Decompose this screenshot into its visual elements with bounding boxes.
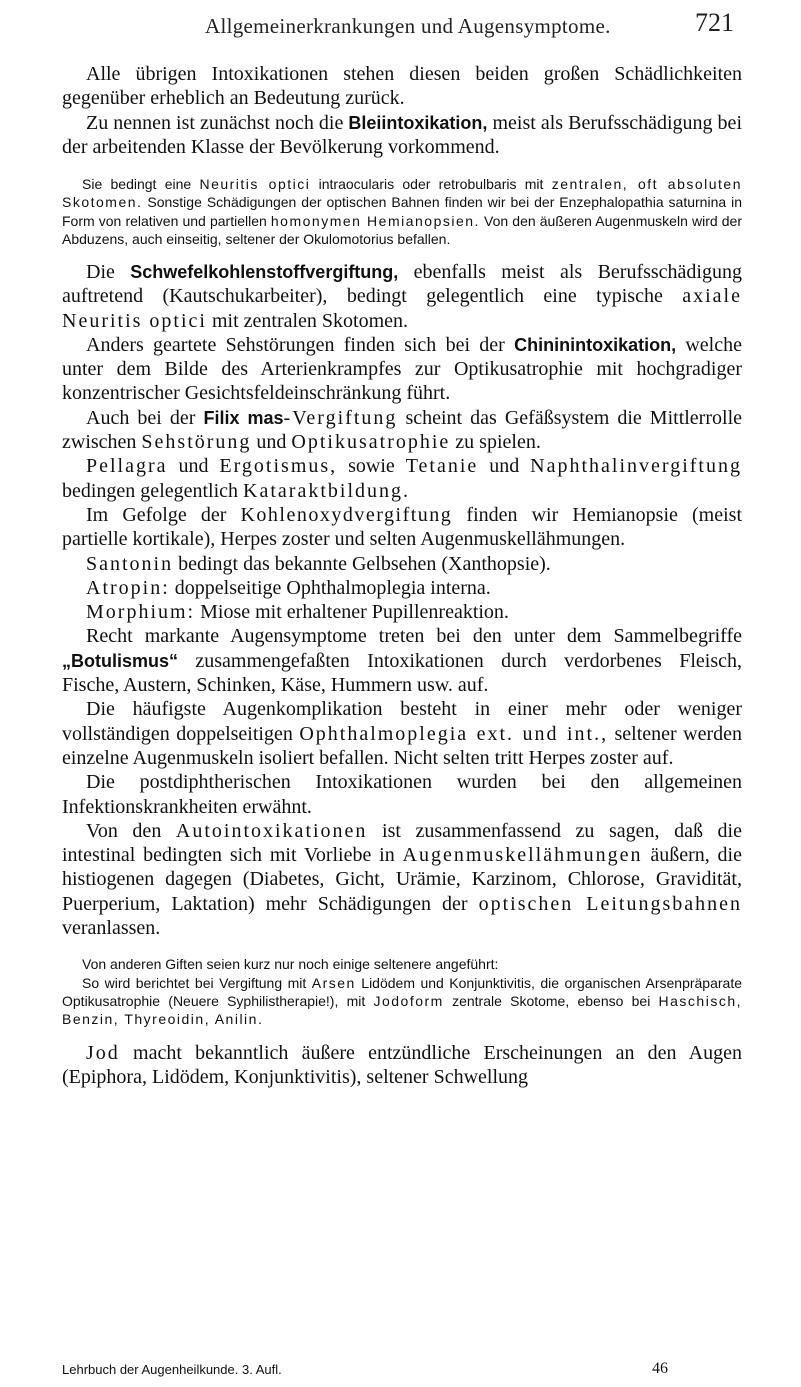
- paragraph: Zu nennen ist zunächst noch die Bleiintoxikation, meist als Berufsschädigung bei der arbeitenden Klasse der Bevölkerung vorkommend.: [62, 111, 742, 158]
- paragraph: Recht markante Augensymptome treten bei den unter dem Sammelbegriffe „Botulismus“ zusammengefaßten Intoxikationen durch verdorbenes Fleisch, Fische, Austern, Schinken, Käse, Hummern usw. auf.: [62, 625, 742, 697]
- bold-term: „Botulismus“: [62, 650, 179, 671]
- paragraph: Auch bei der Filix mas-Vergiftung scheint das Gefäßsystem die Mittlerrolle zwischen Sehstörung und Optikusatrophie zu spielen.: [62, 406, 742, 454]
- small-paragraph: Von anderen Giften seien kurz nur noch einige seltenere angeführt:: [82, 956, 499, 973]
- running-title: Allgemeinerkrankungen und Augensymptome.: [205, 14, 611, 38]
- page-number: 721: [695, 8, 734, 37]
- paragraph: Die postdiphtherischen Intoxikationen wurden bei den allgemeinen Infektionskrankheiten erwähnt.: [62, 771, 742, 818]
- page-footer: [62, 1362, 742, 1384]
- paragraph: Alle übrigen Intoxikationen stehen diesen beiden großen Schädlichkeiten gegenüber erheblich an Bedeutung zurück.: [62, 63, 742, 110]
- bold-term: Bleiintoxikation,: [348, 112, 488, 133]
- paragraph: Die häufigste Augenkomplikation besteht in einer mehr oder weniger vollständigen doppelseitigen Ophthalmoplegia ext. und int., seltener werden einzelne Augenmuskeln isoliert befallen. Nicht selten tritt Herpes zoster auf.: [62, 698, 743, 769]
- paragraph: Von den Autointoxikationen ist zusammenfassend zu sagen, daß die intestinal bedingten sich mit Vorliebe in Augenmuskellähmungen äußern, die histiogenen dagegen (Diabetes, Gicht, Urämie, Karzinom, Chlorose, Gravidität, Puerperium, Laktation) mehr Schädigungen der optischen Leitungsbahnen veranlassen.: [62, 819, 742, 940]
- bold-term: Filix mas: [203, 407, 284, 428]
- paragraph: Jod macht bekanntlich äußere entzündliche Erscheinungen an den Augen (Epiphora, Lidödem, Konjunktivitis), seltener Schwellung: [62, 1042, 742, 1089]
- paragraph: Die Schwefelkohlenstoffvergiftung, ebenfalls meist als Berufsschädigung auftretend (Kautschukarbeiter), bedingt gelegentlich eine typische axiale Neuritis optici mit zentralen Skotomen.: [62, 261, 742, 332]
- paragraph: Santonin bedingt das bekannte Gelbsehen (Xanthopsie).: [86, 552, 551, 575]
- bold-term: Chininintoxikation,: [514, 334, 677, 355]
- bold-term: Schwefelkohlenstoffvergiftung,: [130, 262, 399, 282]
- book-title: Lehrbuch der Augenheilkunde. 3. Aufl.: [62, 1362, 282, 1377]
- page-header: [0, 6, 801, 42]
- sheet-signature: 46: [652, 1360, 668, 1377]
- paragraph: Im Gefolge der Kohlenoxydvergiftung finden wir Hemianopsie (meist partielle kortikale), Herpes zoster und selten Augenmuskellähmungen.: [62, 503, 742, 551]
- body-text: [62, 62, 742, 1090]
- paragraph: Anders geartete Sehstörungen finden sich bei der Chininintoxikation, welche unter dem Bilde des Arterienkrampfes zur Optikusatrophie mit hochgradiger konzentrischer Gesichtsfeldeinschränkung führt.: [62, 333, 742, 405]
- small-paragraph: Sie bedingt eine Neuritis optici intraocularis oder retrobulbaris mit zentralen, oft absoluten Skotomen. Sonstige Schädigungen der optischen Bahnen finden wir bei der Enzephalopathia saturnina in Form von relativen und partiellen homonymen Hemianopsien. Von den äußeren Augenmuskeln wird der Abduzens, auch einseitig, seltener der Okulomotorius befallen.: [62, 176, 743, 247]
- paragraph: Pellagra und Ergotismus, sowie Tetanie und Naphthalinvergiftung bedingen gelegentlich Kataraktbildung.: [62, 455, 742, 502]
- paragraph: Atropin: doppelseitige Ophthalmoplegia interna.: [86, 576, 491, 599]
- paragraph: Morphium: Miose mit erhaltener Pupillenreaktion.: [86, 601, 509, 624]
- small-paragraph: So wird berichtet bei Vergiftung mit Arsen Lidödem und Konjunktivitis, die organischen Arsenpräparate Optikusatrophie (Neuere Syphilistherapie!), mit Jodoform zentrale Skotome, ebenso bei Haschisch, Benzin, Thyreoidin, Anilin.: [62, 974, 742, 1027]
